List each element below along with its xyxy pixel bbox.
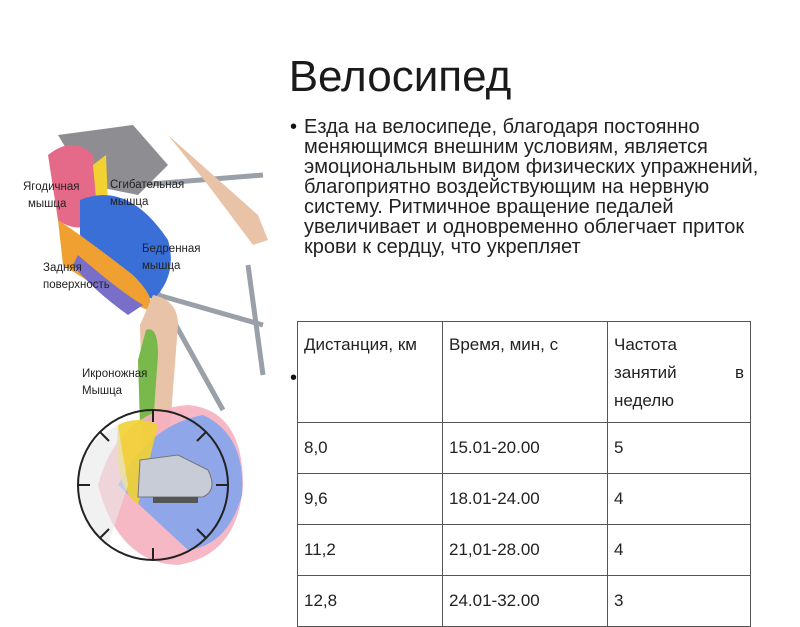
cell-distance: 8,0: [298, 423, 443, 474]
label-femoral-1: Бедренная: [142, 243, 201, 255]
label-calf-1: Икроножная: [82, 368, 148, 380]
slide-title: Велосипед: [288, 52, 512, 101]
cell-distance: 12,8: [298, 576, 443, 627]
label-calf-2: Мышца: [82, 385, 123, 397]
pedal: [153, 497, 198, 503]
table-row: [298, 525, 751, 576]
header-frequency: Частота занятий в неделю: [608, 322, 751, 423]
bullet-text: Езда на велосипеде, благодаря постоянно меняющимся внешним условиям, является эмоциональным видом физических упражнений, благоприятно воздействующим на нервную систему. Ритмичное вращение педалей увеличивает и одновременно облегчает приток крови к сердцу, что укрепляет: [304, 117, 759, 258]
table-row: [298, 474, 751, 525]
label-flexor-2: мышца: [110, 196, 149, 208]
bullet-marker: •: [290, 116, 298, 138]
cell-time: 21,01-28.00: [443, 525, 608, 576]
cell-time: 18.01-24.00: [443, 474, 608, 525]
cell-frequency: 5: [608, 423, 751, 474]
label-hamstring-2: поверхность: [43, 279, 110, 291]
table-header-row: [298, 322, 751, 423]
table-row: [298, 576, 751, 627]
svg-text:ИкроножнаяМышца: [82, 368, 147, 397]
cycling-muscles-illustration: [18, 125, 268, 587]
header-time: Время, мин, с: [443, 322, 608, 423]
bullet-marker: •: [290, 367, 298, 389]
table-row: [298, 423, 751, 474]
cell-frequency: 3: [608, 576, 751, 627]
label-hamstring-1: Задняя: [43, 262, 82, 274]
cell-distance: 11,2: [298, 525, 443, 576]
label-flexor-1: Сгибательная: [110, 179, 185, 191]
label-gluteal-1: Ягодичная: [23, 181, 80, 193]
cell-time: 15.01-20.00: [443, 423, 608, 474]
cell-distance: 9,6: [298, 474, 443, 525]
bullet-item: [290, 117, 760, 307]
header-distance: Дистанция, км: [298, 322, 443, 423]
cell-time: 24.01-32.00: [443, 576, 608, 627]
cell-frequency: 4: [608, 474, 751, 525]
svg-text:Сгибательнаямышца: [110, 179, 184, 208]
label-gluteal-2: мышца: [28, 198, 67, 210]
training-table: [297, 321, 751, 627]
label-femoral-2: мышца: [142, 260, 181, 272]
cell-frequency: 4: [608, 525, 751, 576]
